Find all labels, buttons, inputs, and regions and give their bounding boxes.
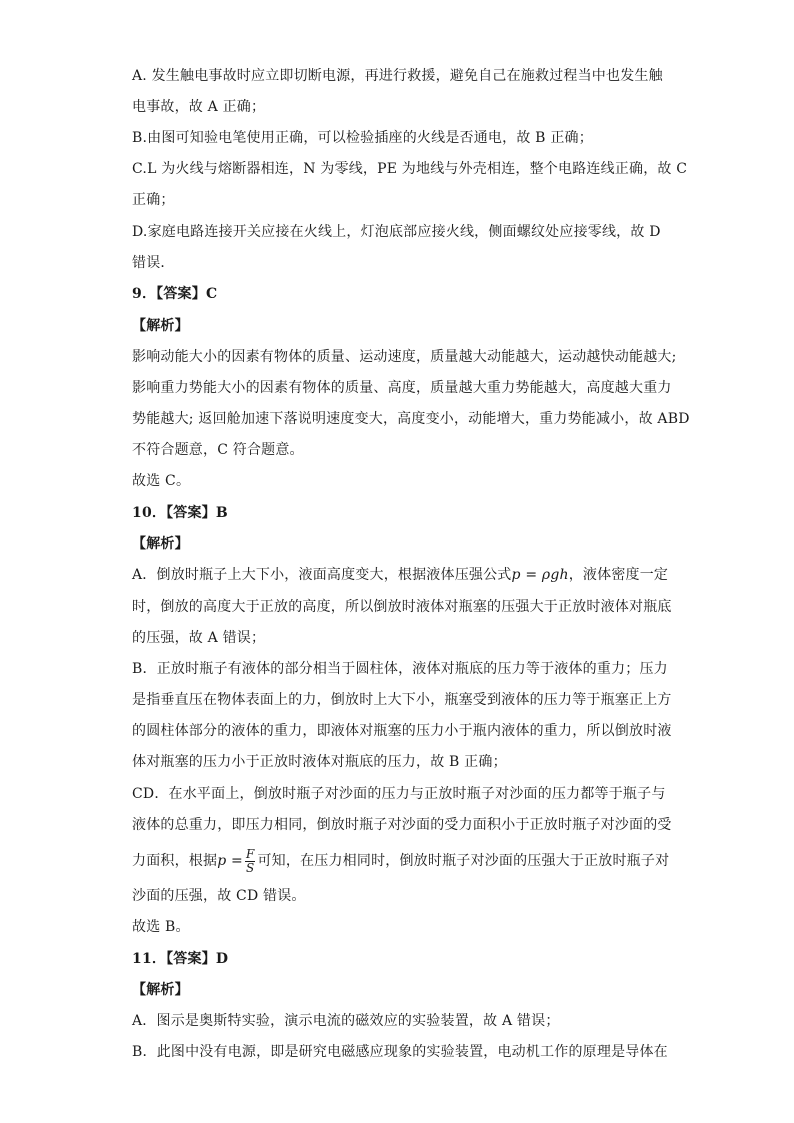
analysis-10-option-a-line1 [132,565,669,585]
answer-8-option-a-line2: 电事故，故 A 正确； [132,99,266,115]
analysis-9-heading: 【解析】 [132,318,189,334]
pressure-formula-lhs: p = [217,853,243,869]
answer-8-option-b: B.由图可知验电笔使用正确，可以检验插座的火线是否通电，故 B 正确； [132,130,593,146]
analysis-10-option-cd-line2: 液体的总重力，即压力相同，倒放时瓶子对沙面的受力面积小于正放时瓶子对沙面的受 [132,817,672,833]
analysis-9-line3: 势能越大; 返回舱加速下落说明速度变大，高度变小，动能增大，重力势能减小，故 ABD [132,411,690,427]
answer-8-option-d-line1: D.家庭电路连接开关应接在火线上，灯泡底部应接火线，侧面螺纹处应接零线，故 D [132,224,661,240]
analysis-9-line2: 影响重力势能大小的因素有物体的质量、高度，质量越大重力势能越大，高度越大重力 [132,380,672,396]
analysis-10-heading: 【解析】 [132,536,189,552]
answer-10-heading: 10．【答案】B [132,505,228,521]
analysis-10-option-a-line3: 的压强，故 A 错误； [132,630,266,646]
analysis-10-option-b-line3: 的圆柱体部分的液体的重力，即液体对瓶塞的压力小于瓶内液体的重力，所以倒放时液 [132,723,672,739]
analysis-11-option-b-line1: B．此图中没有电源，即是研究电磁感应现象的实验装置，电动机工作的原理是导体在 [132,1044,668,1060]
answer-10-choice: 故选 B。 [132,919,190,935]
pressure-fraction [245,848,256,875]
answer-9-choice: 故选 C。 [132,473,191,489]
pressure-formula: p = ρgh [511,567,569,583]
analysis-10-text: 可知，在压力相同时，倒放时瓶子对沙面的压强大于正放时瓶子对 [257,853,670,869]
analysis-9-line4: 不符合题意，C 符合题意。 [132,442,304,458]
analysis-10-option-cd-line1: CD．在水平面上，倒放时瓶子对沙面的压力与正放时瓶子对沙面的压力都等于瓶子与 [132,786,666,802]
answer-8-option-d-line2: 错误． [132,255,175,271]
analysis-10-option-b-line2: 是指垂直压在物体表面上的力，倒放时上大下小，瓶塞受到液体的压力等于瓶塞正上方 [132,692,672,708]
analysis-10-option-b-line4: 体对瓶塞的压力小于正放时液体对瓶底的压力，故 B 正确； [132,754,507,770]
answer-8-option-c-line2: 正确； [132,192,175,208]
analysis-11-heading: 【解析】 [132,982,189,998]
analysis-9-line1: 影响动能大小的因素有物体的质量、运动速度，质量越大动能越大，运动越快动能越大; [132,349,677,365]
answer-11-heading: 11．【答案】D [132,951,229,967]
analysis-10-text: ，液体密度一定 [568,567,669,583]
analysis-10-option-b-line1: B．正放时瓶子有液体的部分相当于圆柱体，液体对瓶底的压力等于液体的重力；压力 [132,661,668,677]
analysis-11-option-a: A．图示是奥斯特实验，演示电流的磁效应的实验装置，故 A 错误； [132,1013,560,1029]
answer-8-option-a-line1: A. 发生触电事故时应立即切断电源，再进行救援，避免自己在施救过程当中也发生触 [132,68,663,84]
analysis-10-option-cd-line4: 沙面的压强，故 CD 错误。 [132,888,306,904]
answer-8-option-c-line1: C.L 为火线与熔断器相连，N 为零线，PE 为地线与外壳相连，整个电路连线正确，故 C [132,161,688,177]
fraction-denominator: S [246,860,255,875]
analysis-10-option-a-line2: 时，倒放的高度大于正放的高度，所以倒放时液体对瓶塞的压强大于正放时液体对瓶底 [132,599,672,615]
analysis-10-text: A．倒放时瓶子上大下小，液面高度变大，根据液体压强公式 [132,567,512,583]
analysis-10-text: 力面积，根据 [132,853,218,869]
analysis-10-option-cd-line3 [132,846,670,876]
answer-9-heading: 9．【答案】C [132,286,218,302]
fraction-numerator: F [245,846,255,861]
